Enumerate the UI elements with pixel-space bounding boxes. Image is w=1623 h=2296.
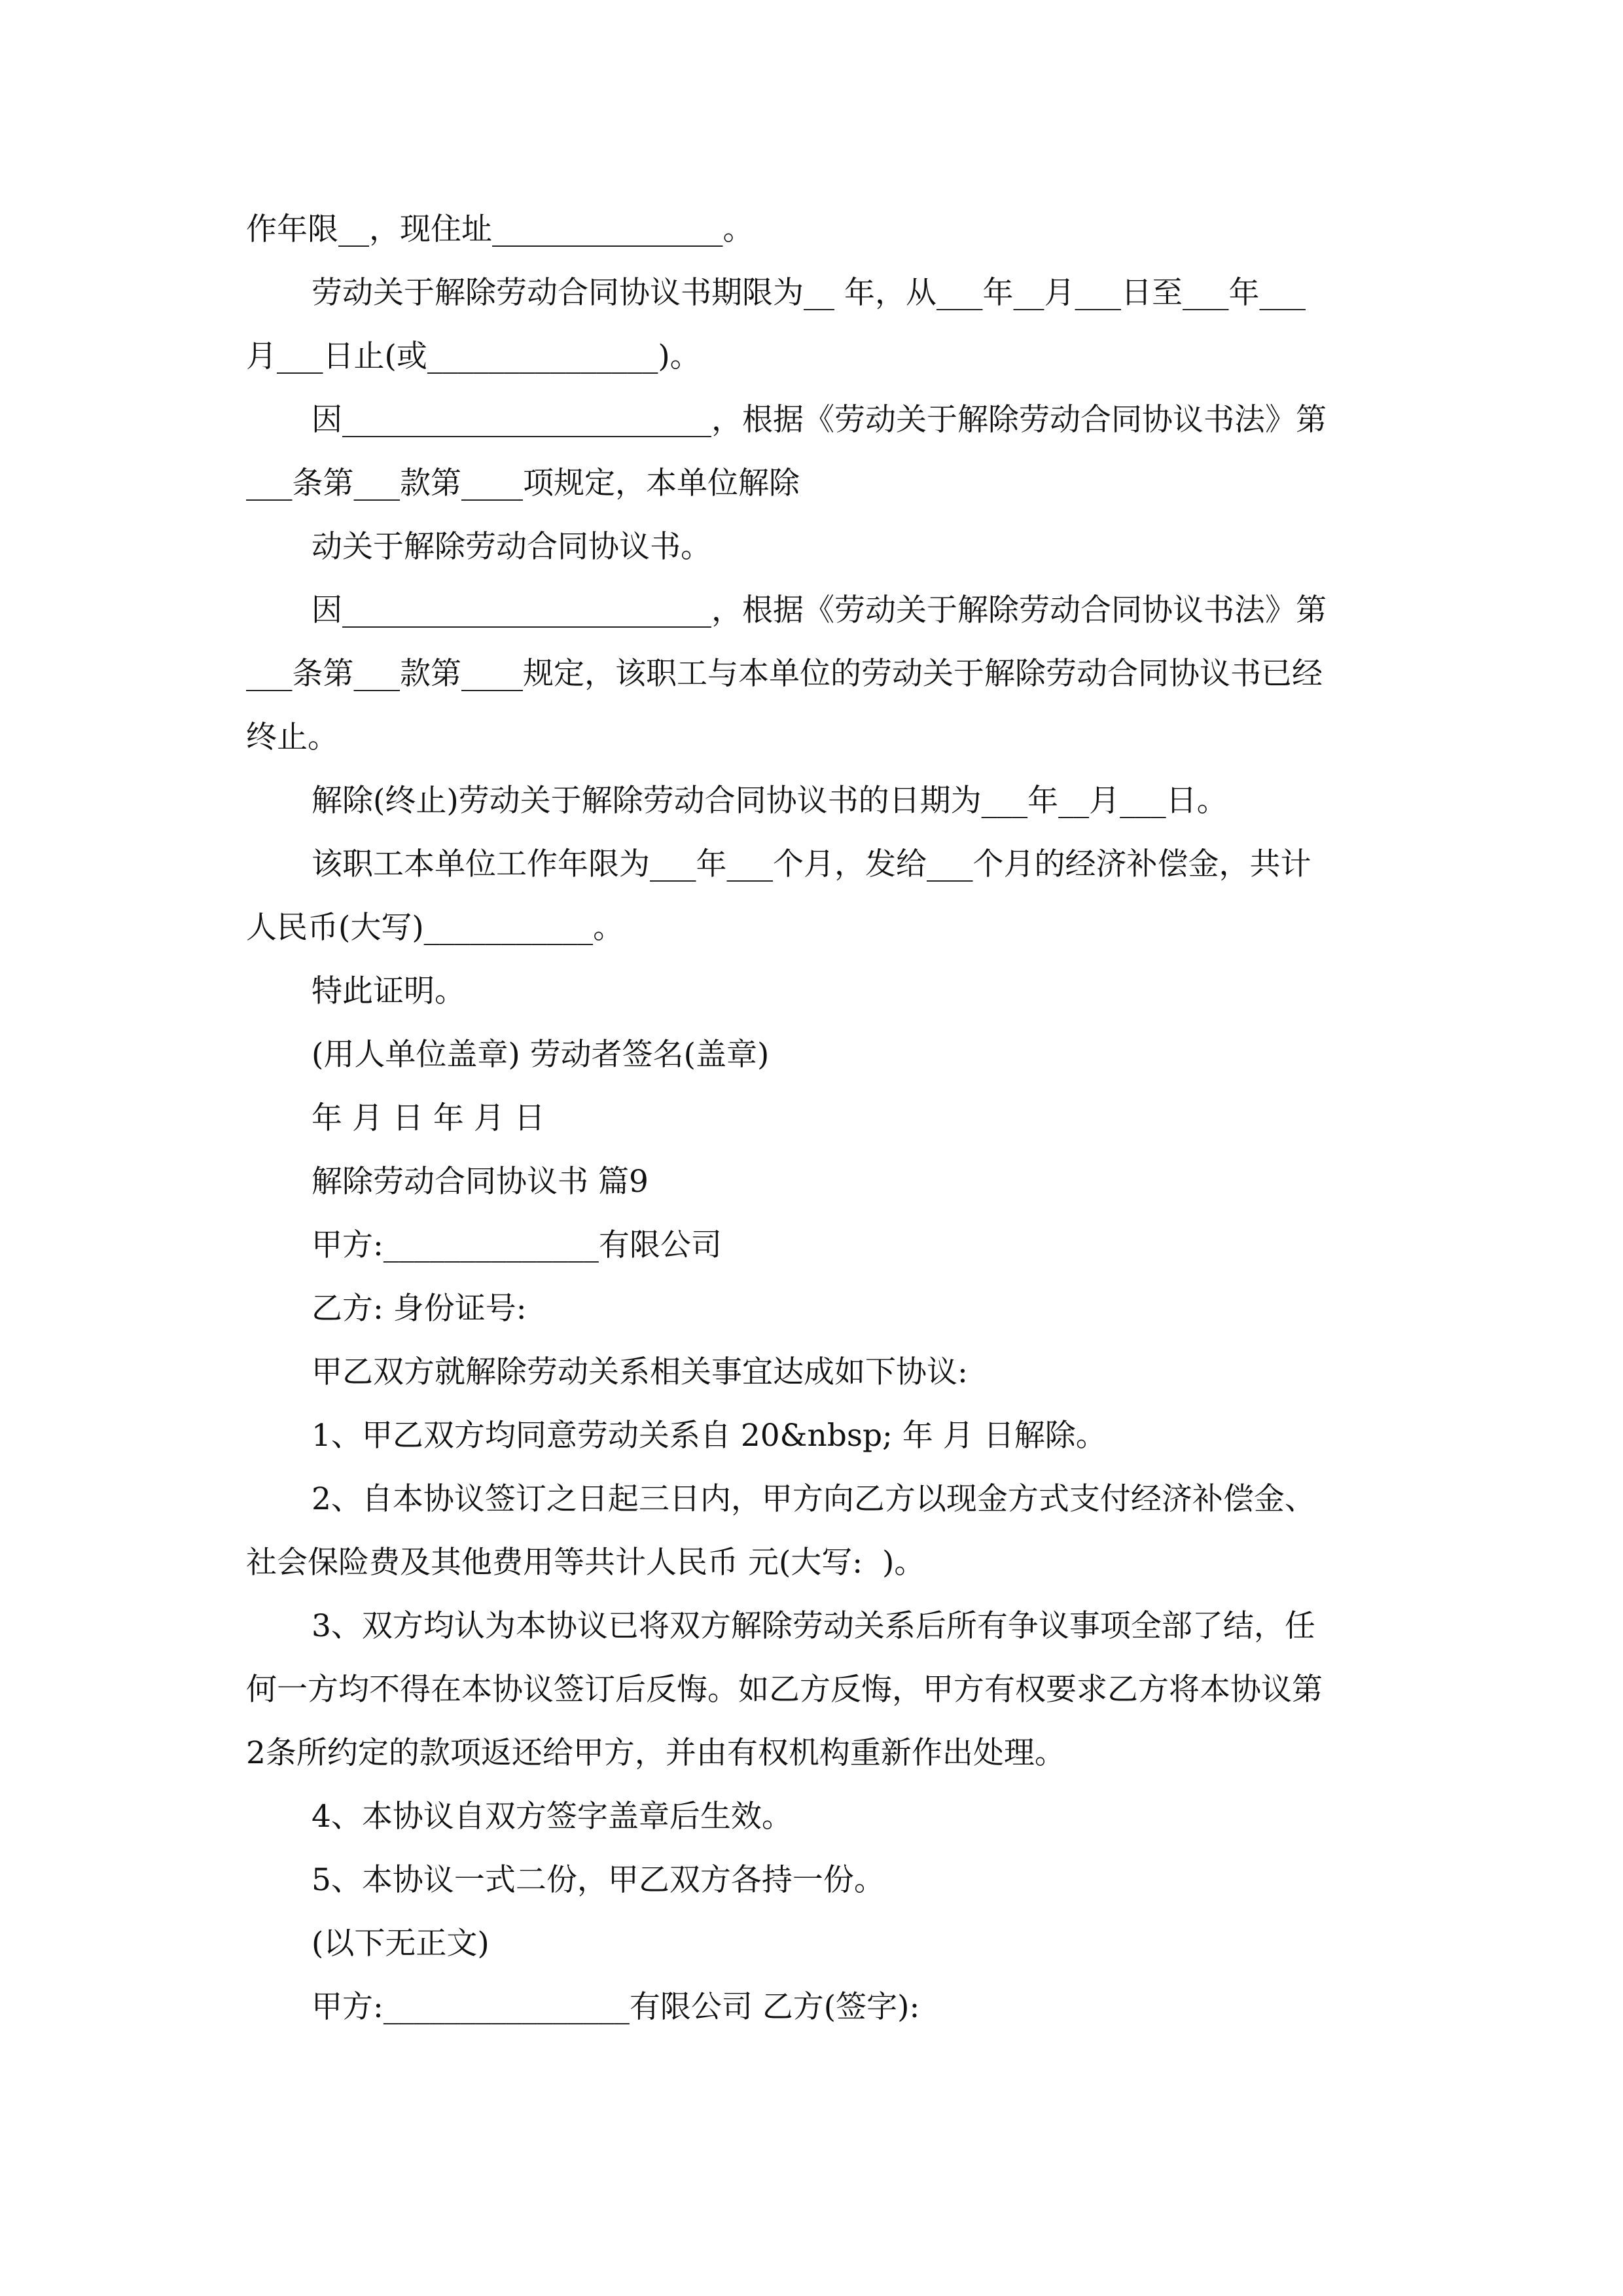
text-line-28: (以下无正文) [312,1926,490,1962]
text-line-17: 甲方:______________有限公司 [312,1227,722,1263]
text-line-8: ___条第___款第____规定，该职工与本单位的劳动关于解除劳动合同协议书已经 [246,656,1323,692]
text-line-3: 月___日止(或_______________)。 [246,338,701,374]
text-line-12: 人民币(大写)___________。 [246,910,624,946]
text-line-23: 3、双方均认为本协议已将双方解除劳动关系后所有争议事项全部了结，任 [312,1608,1315,1644]
text-line-25: 2条所约定的款项返还给甲方，并由有权机构重新作出处理。 [246,1735,1065,1771]
text-line-4: 因________________________，根据《劳动关于解除劳动合同协议书法》第 [312,402,1327,438]
text-line-11: 该职工本单位工作年限为___年___个月，发给___个月的经济补偿金，共计 [312,846,1311,882]
text-line-18: 乙方: 身份证号: [312,1291,527,1327]
text-line-7: 因________________________，根据《劳动关于解除劳动合同协议书法》第 [312,592,1327,628]
text-line-27: 5、本协议一式二份，甲乙双方各持一份。 [312,1862,885,1898]
text-line-15: 年 月 日 年 月 日 [312,1100,545,1136]
text-line-22: 社会保险费及其他费用等共计人民币 元(大写: )。 [246,1545,925,1581]
text-line-20: 1、甲乙双方均同意劳动关系自 20&nbsp; 年 月 日解除。 [312,1418,1107,1454]
text-line-1: 作年限__，现住址_______________。 [246,211,754,247]
text-line-5: ___条第___款第____项规定，本单位解除 [246,465,800,501]
text-line-21: 2、自本协议签订之日起三日内，甲方向乙方以现金方式支付经济补偿金、 [312,1481,1315,1517]
text-line-2: 劳动关于解除劳动合同协议书期限为__ 年，从___年__月___日至___年___ [312,275,1306,311]
text-line-10: 解除(终止)劳动关于解除劳动合同协议书的日期为___年__月___日。 [312,783,1228,819]
text-line-14: (用人单位盖章) 劳动者签名(盖章) [312,1037,770,1073]
text-line-19: 甲乙双方就解除劳动关系相关事宜达成如下协议: [312,1354,968,1390]
text-line-13: 特此证明。 [312,973,465,1009]
text-line-26: 4、本协议自双方签字盖章后生效。 [312,1799,793,1835]
text-line-9: 终止。 [246,719,338,755]
section-heading: 解除劳动合同协议书 篇9 [312,1164,649,1200]
text-line-6: 动关于解除劳动合同协议书。 [312,529,711,565]
text-line-29: 甲方:________________有限公司 乙方(签字): [312,1989,920,2025]
text-line-24: 何一方均不得在本协议签订后反悔。如乙方反悔，甲方有权要求乙方将本协议第 [246,1672,1323,1708]
